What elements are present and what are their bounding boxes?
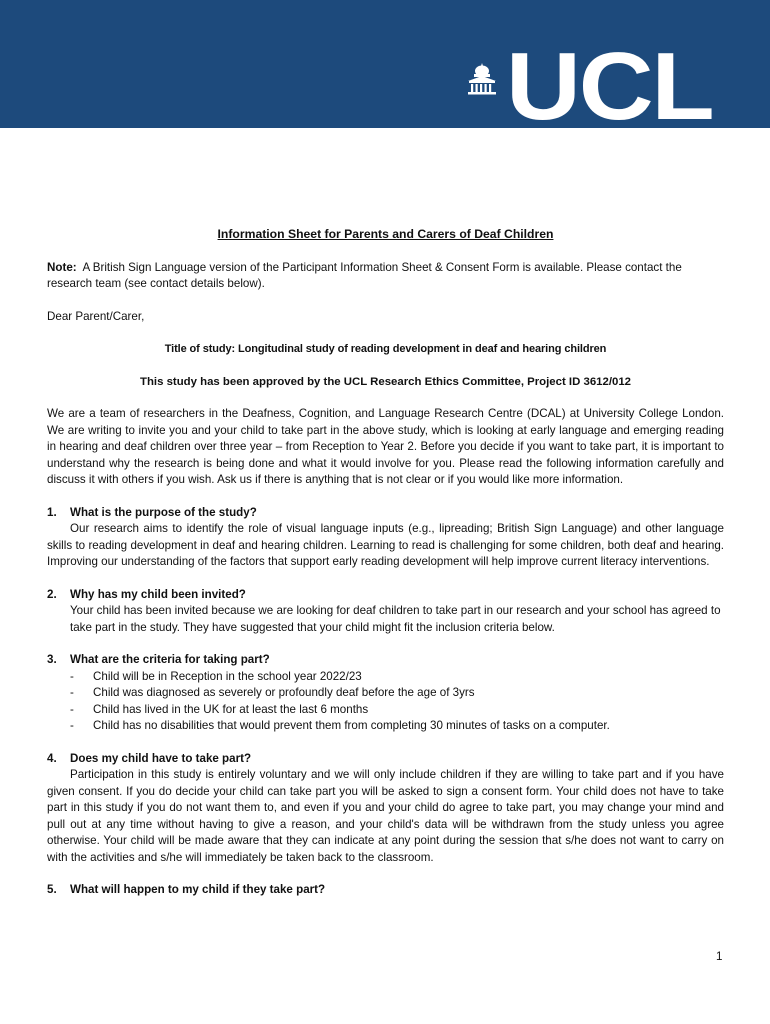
list-item [70, 702, 724, 719]
header-banner [0, 0, 770, 140]
section-number: 1. [47, 505, 57, 519]
logo-wordmark: UCL [506, 33, 713, 140]
section-title: What is the purpose of the study? [70, 505, 257, 519]
ethics-approval: This study has been approved by the UCL Research Ethics Committee, Project ID 3612/012 [139, 375, 631, 388]
section-invited [47, 587, 724, 637]
portico-icon [466, 61, 498, 97]
section-title: Why has my child been invited? [70, 587, 246, 601]
section-purpose [47, 505, 724, 571]
section-number: 5. [47, 883, 57, 896]
section-title: Does my child have to take part? [70, 751, 252, 765]
list-item-text: Child was diagnosed as severely or profoundly deaf before the age of 3yrs [93, 686, 475, 699]
bullet-dash: - [70, 686, 74, 699]
study-title: Title of study: Longitudinal study of reading development in deaf and hearing children [164, 343, 607, 355]
bullet-dash: - [70, 669, 74, 683]
list-item [70, 685, 724, 702]
intro-paragraph: We are a team of researchers in the Deafness, Cognition, and Language Research Centre (DCAL) at University College London. We are writing to invite you and your child to take part in the above study, which is looking at early language and emerging reading in hearing and deaf children over three year – from Reception to Year 2. Before you decide if you want to take part, it is important to understand why the research is being done and what it would involve for you. Please read the following information carefully and discuss it with others if you wish. Ask us if there is anything that is not clear or if you would like more information. [47, 407, 724, 486]
note-text: A British Sign Language version of the Participant Information Sheet & Consent Form is available. Please contact the research team (see contact details below). [47, 260, 682, 290]
section-body: Participation in this study is entirely voluntary and we will only include children if they are willing to take part and if you have given consent. If you do decide your child can take part you will be asked to sign a consent form. Your child does not have to take part in this study if you do not want them to, and even if you and your child do agree to take part, you may change your mind and pull out at any time without having to give a reason, and your child's data will be withdrawn from the study unless you agree otherwise. Your child will be made aware that they can indicate at any point during the session that s/he does not want to carry on with the activities and s/he will immediately be taken back to the classroom. [47, 768, 724, 864]
page-title: Information Sheet for Parents and Carers of Deaf Children [217, 227, 554, 241]
list-item [70, 718, 724, 735]
criteria-list [47, 669, 724, 735]
section-voluntary [47, 751, 724, 867]
list-item-text: Child has no disabilities that would prevent them from completing 30 minutes of tasks on a computer. [93, 719, 610, 732]
section-heading [47, 505, 724, 522]
section-title: What are the criteria for taking part? [70, 653, 270, 666]
list-item [70, 669, 724, 686]
section-number: 4. [47, 751, 57, 765]
section-heading [47, 882, 724, 899]
list-item-text: Child has lived in the UK for at least the last 6 months [93, 702, 369, 716]
list-item-text: Child will be in Reception in the school year 2022/23 [93, 669, 362, 683]
section-heading [47, 652, 724, 669]
page-number: 1 [716, 950, 723, 963]
section-heading [47, 587, 724, 604]
section-heading [47, 751, 724, 768]
document-body [47, 226, 724, 899]
note-label: Note: [47, 260, 77, 274]
section-number: 2. [47, 587, 57, 601]
note-paragraph [47, 260, 724, 293]
section-body: Your child has been invited because we are looking for deaf children to take part in our research and your school has agreed to take part in the study. They have suggested that your child might fit the inclusion criteria below. [70, 604, 721, 634]
salutation: Dear Parent/Carer, [47, 309, 145, 323]
bullet-dash: - [70, 702, 74, 716]
section-title: What will happen to my child if they take part? [70, 883, 326, 896]
section-body: Our research aims to identify the role of visual language inputs (e.g., lipreading; British Sign Language) and other language skills to reading development in deaf and hearing children. Learning to read is challenging for some children, both deaf and hearing. Improving our understanding of the factors that support early reading development will help improve current literacy interventions. [47, 522, 724, 568]
section-criteria [47, 652, 724, 735]
bullet-dash: - [70, 719, 74, 732]
section-number: 3. [47, 653, 57, 666]
section-what-happens [47, 882, 724, 899]
